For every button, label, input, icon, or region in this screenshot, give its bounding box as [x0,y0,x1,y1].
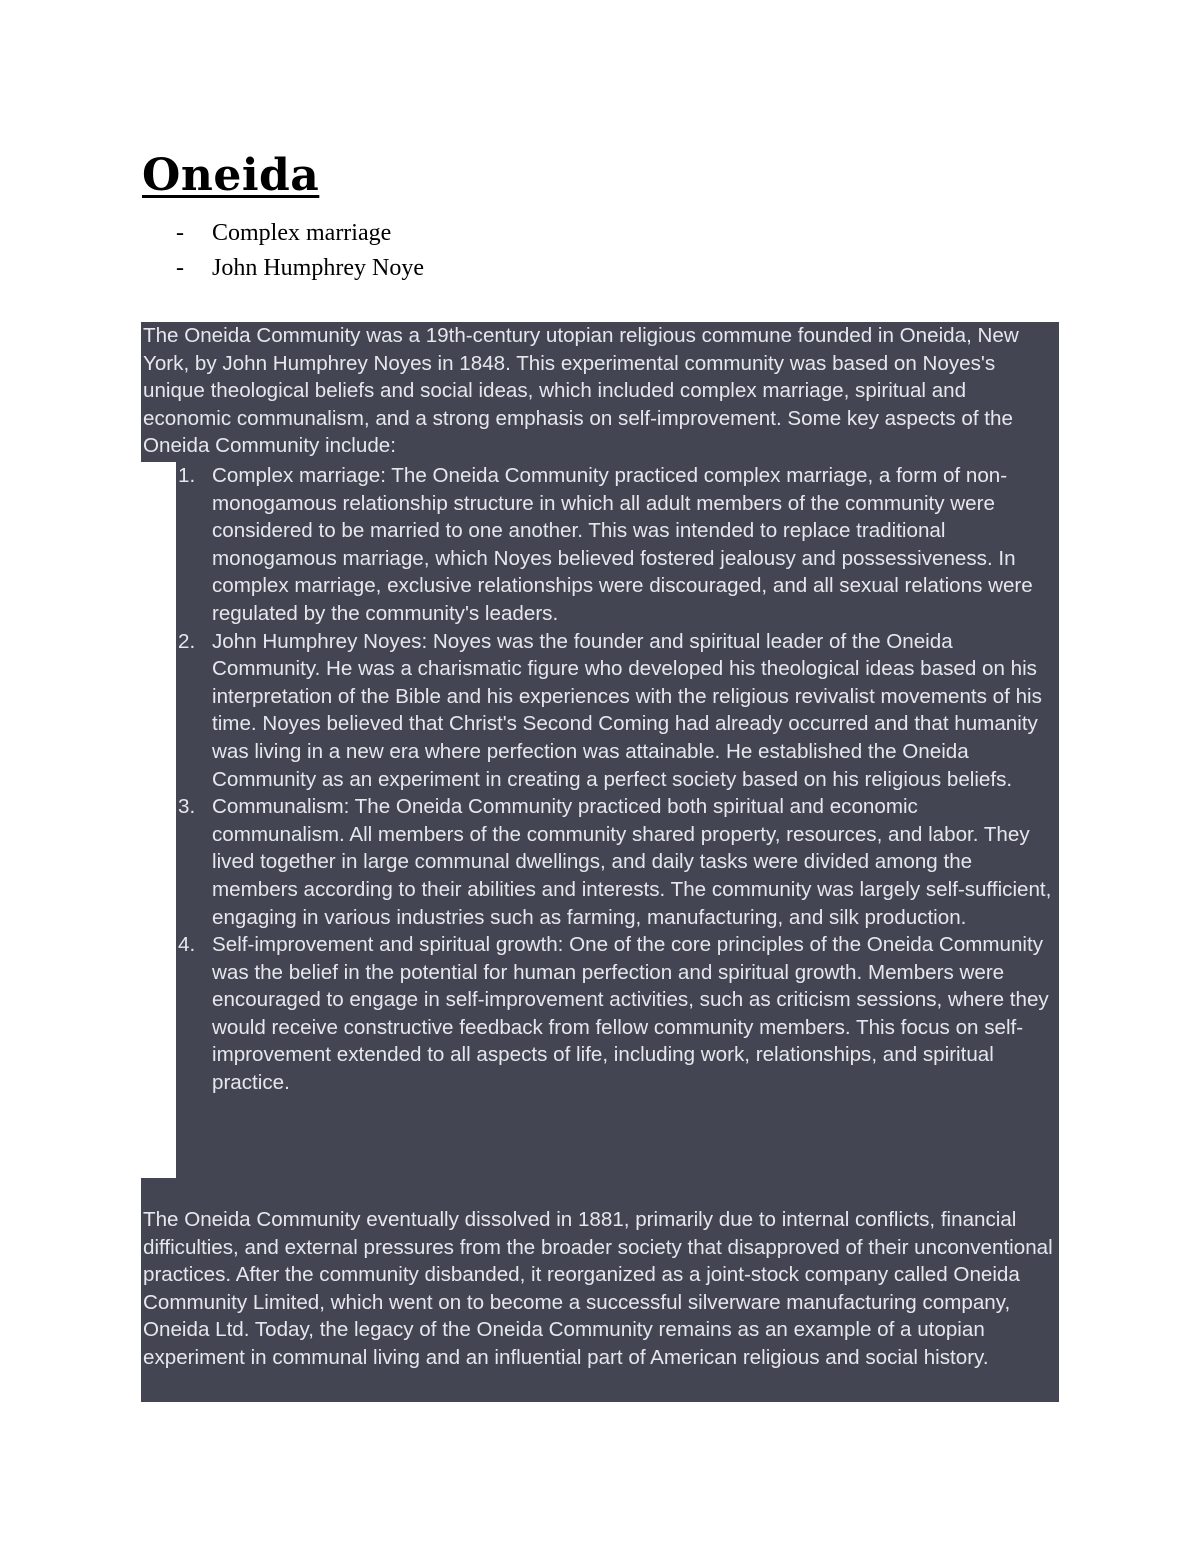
list-number: 1. [178,464,196,487]
list-item-text: Self-improvement and spiritual growth: One of the core principles of the Oneida Community was the belief in the potential for human perfection and spiritual growth. Members were encouraged to engage in self-improvement activities, such as criticism sessions, where they would receive constructive feedback from fellow community members. This focus on self-improvement extended to all aspects of life, including work, relationships, and spiritual practice. [212,933,1049,1095]
bullet-list [176,216,424,286]
list-item-text: Communalism: The Oneida Community practiced both spiritual and economic communalism. All members of the community shared property, resources, and labor. They lived together in large communal dwellings, and daily tasks were divided among the members according to their abilities and interests. The community was largely self-sufficient, engaging in various industries such as farming, manufacturing, and silk production. [212,795,1052,929]
closing-paragraph: The Oneida Community eventually dissolved in 1881, primarily due to internal conflicts, financial difficulties, and external pressures from the broader society that disapproved of their unconventional practices. After the community disbanded, it reorganized as a joint-stock company called Oneida Community Limited, which went on to become a successful silverware manufacturing company, Oneida Ltd. Today, the legacy of the Oneida Community remains as an example of a utopian experiment in communal living and an influential part of American religious and social history. [141,1206,1059,1402]
aspects-list-block [176,462,1059,1180]
list-number: 3. [178,795,196,819]
intro-paragraph: The Oneida Community was a 19th-century utopian religious commune founded in Oneida, New York, by John Humphrey Noyes in 1848. This experimental community was based on Noyes's unique theological beliefs and social ideas, which included complex marriage, spiritual and economic communalism, and a strong emphasis on self-improvement. Some key aspects of the Oneida Community include: [141,322,1059,462]
bullet-marker: - [176,220,184,246]
list-number: 4. [178,933,196,957]
list-item-text: Complex marriage: The Oneida Community practiced complex marriage, a form of non-monogamous relationship structure in which all adult members of the community were considered to be married to one another. This was intended to replace traditional monogamous marriage, which Noyes believed fostered jealousy and possessiveness. In complex marriage, exclusive relationships were discouraged, and all sexual relations were regulated by the community's leaders. [212,464,1033,625]
list-number: 2. [178,629,196,653]
list-item [176,931,1059,1097]
list-item [176,462,1059,628]
bullet-text: Complex marriage [212,220,392,246]
bullet-item [176,216,424,251]
list-item [176,793,1059,931]
bullet-text: John Humphrey Noye [212,255,424,281]
list-item [176,628,1059,794]
document-title: Oneida [142,150,320,201]
bullet-marker: - [176,255,184,281]
highlight-gap [141,1178,1059,1206]
list-item-text: John Humphrey Noyes: Noyes was the founder and spiritual leader of the Oneida Community. He was a charismatic figure who developed his theological ideas based on his interpretation of the Bible and his experiences with the religious revivalist movements of his time. Noyes believed that Christ's Second Coming had already occurred and that humanity was living in a new era where perfection was attainable. He established the Oneida Community as an experiment in creating a perfect society based on his religious beliefs. [212,629,1042,791]
aspects-list [176,462,1059,1097]
bullet-item [176,251,424,286]
